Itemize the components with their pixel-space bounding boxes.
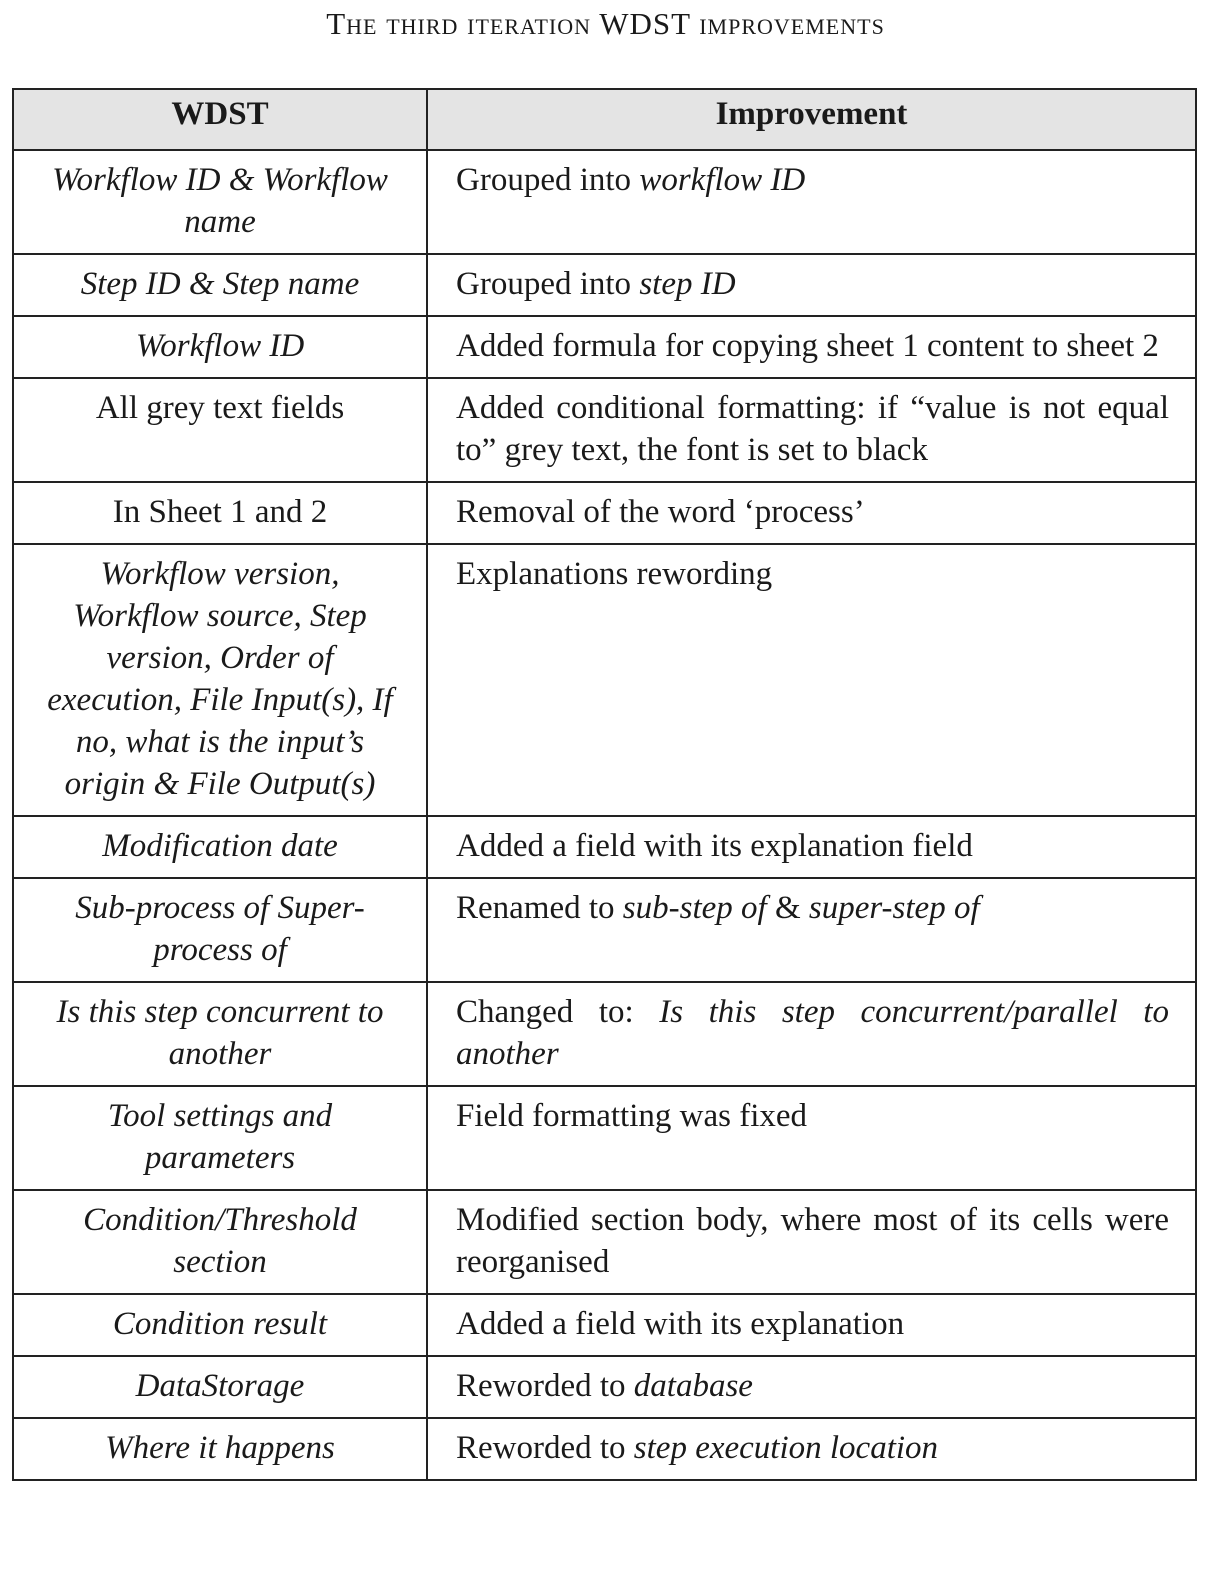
improvement-text: Is this step concurrent/parallel to another [456, 994, 1169, 1072]
improvement-text: Reworded to [456, 1368, 634, 1404]
table-header-row [13, 89, 1196, 150]
wdst-cell: DataStorage [13, 1356, 427, 1418]
improvement-text: Modified section body, where most of its cells were reorganised [456, 1202, 1169, 1280]
improvement-cell [427, 816, 1196, 878]
improvement-text: database [633, 1368, 753, 1404]
wdst-cell: Workflow ID & Workflow name [13, 150, 427, 254]
table-row [13, 1418, 1196, 1480]
wdst-cell: Workflow ID [13, 316, 427, 378]
improvement-text: Grouped into [456, 162, 640, 198]
table-body [13, 150, 1196, 1480]
table-row [13, 378, 1196, 482]
wdst-cell: Modification date [13, 816, 427, 878]
improvement-cell [427, 150, 1196, 254]
improvement-cell [427, 1356, 1196, 1418]
improvement-text: super-step of [808, 890, 980, 926]
improvements-table [12, 88, 1197, 1481]
wdst-cell: Condition result [13, 1294, 427, 1356]
table-row [13, 544, 1196, 816]
table-row [13, 1190, 1196, 1294]
table-row [13, 982, 1196, 1086]
improvement-cell [427, 878, 1196, 982]
improvement-text: Added formula for copying sheet 1 content to sheet 2 [456, 328, 1159, 364]
improvement-text: Field formatting was fixed [456, 1098, 808, 1134]
table-row [13, 482, 1196, 544]
improvement-cell [427, 1418, 1196, 1480]
wdst-cell: Tool settings and parameters [13, 1086, 427, 1190]
improvement-text: & [766, 890, 809, 926]
wdst-cell: Workflow version, Workflow source, Step version, Order of execution, File Input(s), If no, what is the input’s origin & File Output(s) [13, 544, 427, 816]
improvement-cell [427, 254, 1196, 316]
wdst-cell: Is this step concurrent to another [13, 982, 427, 1086]
improvement-cell [427, 1086, 1196, 1190]
improvement-text: Explanations rewording [456, 556, 773, 592]
improvement-cell [427, 1190, 1196, 1294]
table-caption: The third iteration WDST improvements [326, 6, 885, 41]
improvement-text: Changed to: [456, 994, 660, 1030]
improvement-text: Added a field with its explanation field [456, 828, 973, 864]
improvement-text: Renamed to [456, 890, 623, 926]
improvement-text: step ID [639, 266, 736, 302]
improvement-cell [427, 544, 1196, 816]
header-improvement: Improvement [427, 89, 1196, 150]
improvement-text: Removal of the word ‘process’ [456, 494, 865, 530]
improvement-text: Reworded to [456, 1430, 634, 1466]
improvement-cell [427, 316, 1196, 378]
improvement-cell [427, 982, 1196, 1086]
table-row [13, 316, 1196, 378]
improvement-text: Grouped into [456, 266, 640, 302]
wdst-cell: Where it happens [13, 1418, 427, 1480]
improvement-text: Added conditional formatting: if “value is not equal to” grey text, the font is set to black [456, 390, 1169, 468]
wdst-cell: Step ID & Step name [13, 254, 427, 316]
improvement-text: workflow ID [639, 162, 806, 198]
wdst-cell: Condition/Threshold section [13, 1190, 427, 1294]
table-row [13, 878, 1196, 982]
improvement-text: step execution location [633, 1430, 939, 1466]
improvement-cell [427, 482, 1196, 544]
table-row [13, 816, 1196, 878]
table-row [13, 150, 1196, 254]
table-row [13, 254, 1196, 316]
improvement-cell [427, 378, 1196, 482]
wdst-cell: In Sheet 1 and 2 [13, 482, 427, 544]
improvement-text: Added a field with its explanation [456, 1306, 905, 1342]
improvement-cell [427, 1294, 1196, 1356]
improvement-text: sub-step of [622, 890, 767, 926]
table-row [13, 1356, 1196, 1418]
header-wdst: WDST [13, 89, 427, 150]
wdst-cell: Sub-process of Super-process of [13, 878, 427, 982]
wdst-cell: All grey text fields [13, 378, 427, 482]
table-row [13, 1294, 1196, 1356]
table-row [13, 1086, 1196, 1190]
